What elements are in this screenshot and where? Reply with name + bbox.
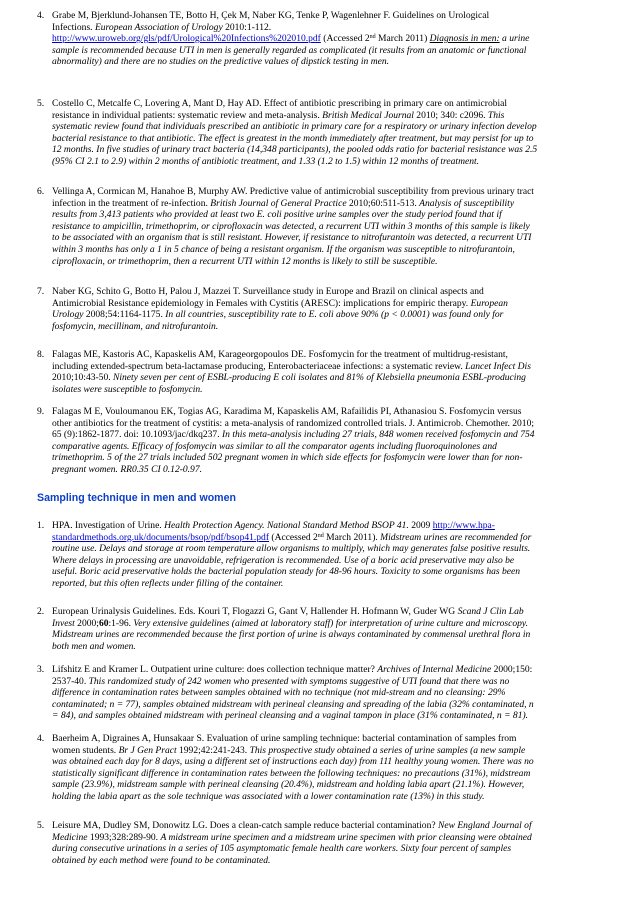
- reference-annotation: abnormality) and there are no studies on the predictive values of dipstick testing in men.: [52, 56, 389, 68]
- reference-annotation: holding the labia apart as the sole technique was associated with a lower contamination rate (13%) in this study.: [52, 790, 485, 802]
- reference-item: 5. Costello C, Metcalfe C, Lovering A, Mant D, Hay AD. Effect of antibiotic prescribing in primary care on antimicrobial resistance in individual patients: systematic review and meta-analysis. British Medical Journal 2010; 340: c2096. This systematic review found that individuals prescribed an antibiotic in primary care for a respiratory or urinary infection develop bacterial resistance to that antibiotic. The effect is greatest in the month immediately after treatment, but may persist for up to 12 months. In five studies of urinary tract bacteria (14,348 participants), the pooled odds ratio for bacterial resistance was 2.5 (95% CI 2.1 to 2.9) within 2 months of antibiotic treatment, and 1.33 (1.2 to 1.5) within 12 months of treatment.: [37, 98, 601, 168]
- reference-number: 7.: [37, 286, 45, 297]
- journal-title: Health Protection Agency. National Standard Method BSOP 41.: [164, 520, 409, 531]
- reference-citation: Costello C, Metcalfe C, Lovering A, Mant D, Hay AD. Effect of antibiotic prescribing in primary care on antimicrobial: [52, 98, 508, 109]
- reference-item: 4. Grabe M, Bjerklund-Johansen TE, Botto H, Çek M, Naber KG, Tenke P, Wagenlehner F. Guidelines on Urological Infections. European Association of Urology 2010:1-112. http://www.uroweb.org/gls/pdf/Urological%20Infections%202010.pdf (Accessed 2nd March 2011) Diagnosis in men: a urine sample is recommended because UTI in men is generally regarded as complicated (it results from an anatomic or functional abnormality) and there are no studies on the predictive values of dipstick testing in men.: [37, 10, 601, 68]
- reference-number: 2.: [37, 606, 45, 617]
- reference-annotation: pregnant women. RR0.35 CI 0.12-0.97.: [52, 463, 202, 475]
- reference-citation: Naber KG, Schito G, Botto H, Palou J, Mazzei T. Surveillance study in Europe and Brazil on clinical aspects and: [52, 286, 484, 297]
- reference-annotation: comparative agents. Efficacy of fosfomycin was similar to all the comparator agents including fluoroquinolones and: [52, 440, 497, 452]
- journal-title: Scand J Clin Lab: [457, 606, 524, 617]
- reference-annotation: systematic review found that individuals prescribed an antibiotic in primary care for a respiratory or urinary infection develop: [52, 121, 537, 133]
- reference-item: 7. Naber KG, Schito G, Botto H, Palou J, Mazzei T. Surveillance study in Europe and Brazil on clinical aspects and Antimicrobial Resistance epidemiology in Females with Cystitis (ARESC): implications for empiric therapy. European Urology 2008;54:1164-1175. In all countries, susceptibility rate to E. coli above 90% (p < 0.0001) was found only for fosfomycin, mecillinam, and nitrofurantoin.: [37, 286, 601, 332]
- reference-annotation: = 84), and samples obtained midstream with perineal cleansing and a vaginal tampon in place (31% contaminated, n = 81).: [52, 710, 529, 722]
- reference-annotation: (95% CI 2.1 to 2.9) within 2 months of antibiotic treatment, and 1.33 (1.2 to 1.5) within 12 months of treatment.: [52, 155, 480, 167]
- reference-citation: Vellinga A, Cormican M, Hanahoe B, Murphy AW. Predictive value of antimicrobial susceptibility from previous urinary tract: [52, 186, 534, 197]
- reference-annotation: results from 3,413 patients who provided at least two E. coli positive urine samples over the study period found that if: [52, 209, 502, 221]
- reference-item: 1. HPA. Investigation of Urine. Health Protection Agency. National Standard Method BSOP 41. 2009 http://www.hpa- standardmethods.org.uk/documents/bsop/pdf/bsop41.pdf (Accessed 2nd March 2011). Midstream urines are recommended for routine use. Delays and storage at room temperature allow organisms to multiply, which may generates false positive results. Where delays in processing are unavoidable, refrigeration is recommended. Use of a boric acid preservative may also be useful. Boric acid preservative holds the bacterial population steady for 48-96 hours. Toxicity to some organisms has been reported, but this often reflects under filling of the container.: [37, 520, 601, 590]
- reference-number: 5.: [37, 98, 45, 109]
- reference-annotation: within 3 months has only a 1 in 5 chance of being a resistant organism. If the organism was susceptible to nitrofurantoin,: [52, 243, 515, 255]
- journal-title: Br J Gen Pract: [118, 744, 177, 756]
- reference-citation: Baerheim A, Digraines A, Hunsakaar S. Evaluation of urine sampling technique: bacterial contamination of samples from: [52, 733, 517, 744]
- reference-annotation: sample (23.9%), midstream sample with perineal cleansing (20.4%), midstream and holding labia apart (21.1%). However,: [52, 779, 525, 791]
- reference-annotation: to be associated with an organism that is still resistant. However, if resistance to nitrofurantoin was detected, a recurrent UTI: [52, 232, 532, 244]
- reference-item: 4. Baerheim A, Digraines A, Hunsakaar S. Evaluation of urine sampling technique: bacterial contamination of samples from women students. Br J Gen Pract 1992;42:241-243. This prospective study obtained a series of urine samples (a new sample was obtained each day for 8 days, using a different set of instructions each day) from 111 healthy young women. There was no statistically significant difference in contamination rates between the following techniques: no precautions (31%), midstream sample (23.9%), midstream sample with perineal cleansing (20.4%), midstream and holding labia apart (21.1%). However, holding the labia apart as the sole technique was associated with a lower contamination rate (13%) in this study.: [37, 733, 601, 803]
- journal-title: British Journal of General Practice: [210, 197, 347, 209]
- reference-number: 3.: [37, 664, 45, 675]
- reference-annotation: 12 months. In five studies of urinary tract bacteria (14,348 participants), the pooled odds ratio for bacterial resistance was 2.5: [52, 144, 538, 156]
- reference-annotation: contaminated; n = 77), samples obtained midstream with perineal cleansing and spreading of the labia (32% contaminated, n: [52, 698, 534, 710]
- reference-number: 9.: [37, 406, 45, 417]
- reference-annotation: trimethoprim. 5 of the 27 trials included 502 pregnant women in which side effects for fosfomycin were lower than for non-: [52, 452, 523, 464]
- reference-annotation: both men and women.: [52, 640, 136, 652]
- reference-number: 5.: [37, 820, 45, 831]
- reference-item: 8. Falagas ME, Kastoris AC, Kapaskelis AM, Karageorgopoulos DE. Fosfomycin for the treatment of multidrug-resistant, including extended-spectrum beta-lactamase producing, Enterobacteriaceae infections: a systematic review. Lancet Infect Dis 2010;10:43-50. Ninety seven per cent of ESBL-producing E coli isolates and 81% of Klebsiella pneumonia ESBL-producing isolates were susceptible to fosfomycin.: [37, 349, 601, 395]
- journal-title: Archives of Internal Medicine: [377, 664, 492, 675]
- reference-number: 4.: [37, 733, 45, 744]
- journal-title: British Medical Journal: [322, 109, 414, 121]
- reference-annotation: Where delays in processing are unavoidable, refrigeration is recommended. Use of a boric acid preservative may also be: [52, 554, 515, 566]
- reference-annotation: difference in contamination rates between samples obtained with no technique (not mid-stream and no cleansing: 29%: [52, 687, 506, 699]
- reference-annotation: routine use. Delays and storage at room temperature allow organisms to multiply, which may generates false positive results.: [52, 543, 531, 555]
- reference-annotation: obtained by each method were found to be contaminated.: [52, 854, 271, 866]
- reference-annotation: Midstream urines are recommended because the first portion of urine is always contaminated by commensal urethral flora in: [52, 629, 531, 641]
- reference-link[interactable]: http://www.hpa-: [432, 520, 495, 531]
- reference-link[interactable]: standardmethods.org.uk/documents/bsop/pdf/bsop41.pdf: [52, 531, 269, 543]
- section-heading: Sampling technique in men and women: [37, 492, 236, 504]
- reference-item: 6. Vellinga A, Cormican M, Hanahoe B, Murphy AW. Predictive value of antimicrobial susceptibility from previous urinary tract infection in the treatment of re-infection. British Journal of General Practice 2010;60:511-513. Analysis of susceptibility results from 3,413 patients who provided at least two E. coli positive urine samples over the study period found that if resistance to ampicillin, trimethoprim, or ciprofloxacin was detected, a recurrent UTI within 3 months of this sample is likely to be associated with an organism that is still resistant. However, if resistance to nitrofurantoin was detected, a recurrent UTI within 3 months has only a 1 in 5 chance of being a resistant organism. If the organism was susceptible to nitrofurantoin, ciprofloxacin, or trimethoprim, then a recurrent UTI within 12 months is likely to still be susceptible.: [37, 186, 601, 267]
- reference-number: 1.: [37, 520, 45, 531]
- reference-item: 3. Lifshitz E and Kramer L. Outpatient urine culture: does collection technique matter? Archives of Internal Medicine 2000;150: 2537-40. This randomized study of 242 women who presented with symptoms suggestive of UTI found that there was no difference in contamination rates between samples obtained with no technique (not mid-stream and no cleansing: 29% contaminated; n = 77), samples obtained midstream with perineal cleansing and spreading of the labia (32% contaminated, n = 84), and samples obtained midstream with perineal cleansing and a vaginal tampon in place (31% contaminated, n = 81).: [37, 664, 601, 722]
- reference-annotation: bacterial resistance to that antibiotic. The effect is greatest in the month immediately after treatment, but may persist for up to: [52, 132, 534, 144]
- reference-annotation: was obtained each day for 8 days, using a different set of instructions each day) from 111 healthy young women. There was no: [52, 756, 534, 768]
- reference-citation: Grabe M, Bjerklund-Johansen TE, Botto H, Çek M, Naber KG, Tenke P, Wagenlehner F. Guidelines on Urological: [52, 10, 490, 21]
- reference-citation: Falagas M E, Vouloumanou EK, Togias AG, Karadima M, Kapaskelis AM, Rafailidis PI, Athanasiou S. Fosfomycin versus: [52, 406, 522, 417]
- reference-item: 5. Leisure MA, Dudley SM, Donowitz LG. Does a clean-catch sample reduce bacterial contamination? New England Journal of Medicine 1993;328:289-90. A midstream urine specimen and a midstream urine specimen with prior cleansing were obtained during consecutive urinations in a series of 105 asymptomatic female health care workers. Sixty four percent of samples obtained by each method were found to be contaminated.: [37, 820, 601, 866]
- journal-title: European Association of Urology: [94, 21, 223, 33]
- reference-annotation: fosfomycin, mecillinam, and nitrofurantoin.: [52, 320, 219, 332]
- reference-number: 8.: [37, 349, 45, 360]
- reference-citation: Falagas ME, Kastoris AC, Kapaskelis AM, Karageorgopoulos DE. Fosfomycin for the treatment of multidrug-resistant,: [52, 349, 508, 360]
- reference-annotation: isolates were susceptible to fosfomycin.: [52, 383, 203, 395]
- journal-title: New England Journal of: [437, 820, 532, 831]
- journal-title: European: [470, 297, 508, 309]
- journal-title: Lancet Infect Dis: [465, 360, 531, 372]
- reference-annotation: ciprofloxacin, or trimethoprim, then a recurrent UTI within 12 months is likely to still be susceptible.: [52, 255, 438, 267]
- reference-link[interactable]: http://www.uroweb.org/gls/pdf/Urological%20Infections%202010.pdf: [52, 33, 321, 45]
- annotation-label: Diagnosis in men:: [429, 33, 500, 45]
- reference-annotation: useful. Boric acid preservative holds the bacterial population steady for 48-96 hours. Toxicity to some organisms has been: [52, 566, 521, 578]
- reference-annotation: during consecutive urinations in a series of 105 asymptomatic female health care workers. Sixty four percent of samples: [52, 843, 512, 855]
- reference-annotation: resistance to ampicillin, trimethoprim, or ciprofloxacin was detected, a recurrent UTI within 3 months of this sample is likely: [52, 220, 530, 232]
- reference-annotation: sample is recommended because UTI in men is generally regarded as complicated (it results from an anatomic or functional: [52, 44, 527, 56]
- reference-number: 6.: [37, 186, 45, 197]
- reference-annotation: reported, but this often reflects under filling of the container.: [52, 577, 284, 589]
- reference-item: 2. European Urinalysis Guidelines. Eds. Kouri T, Flogazzi G, Gant V, Hallender H. Hofmann W, Guder WG Scand J Clin Lab Invest 2000;60:1-96. Very extensive guidelines (aimed at laboratory staff) for interpretation of urine culture and microscopy. Midstream urines are recommended because the first portion of urine is always contaminated by commensal urethral flora in both men and women.: [37, 606, 601, 652]
- reference-item: 9. Falagas M E, Vouloumanou EK, Togias AG, Karadima M, Kapaskelis AM, Rafailidis PI, Athanasiou S. Fosfomycin versus other antibiotics for the treatment of cystitis: a meta-analysis of randomized controlled trials. J. Antimicrob. Chemother. 2010; 65 (9):1862-1877. doi: 10.1093/jac/dkq237. In this meta-analysis including 27 trials, 848 women received fosfomycin and 754 comparative agents. Efficacy of fosfomycin was similar to all the comparator agents including fluoroquinolones and trimethoprim. 5 of the 27 trials included 502 pregnant women in which side effects for fosfomycin were lower than for non- pregnant women. RR0.35 CI 0.12-0.97.: [37, 406, 601, 476]
- reference-annotation: statistically significant difference in contamination rates between the following techniques: no precautions (31%), midstream: [52, 767, 531, 779]
- reference-number: 4.: [37, 10, 45, 21]
